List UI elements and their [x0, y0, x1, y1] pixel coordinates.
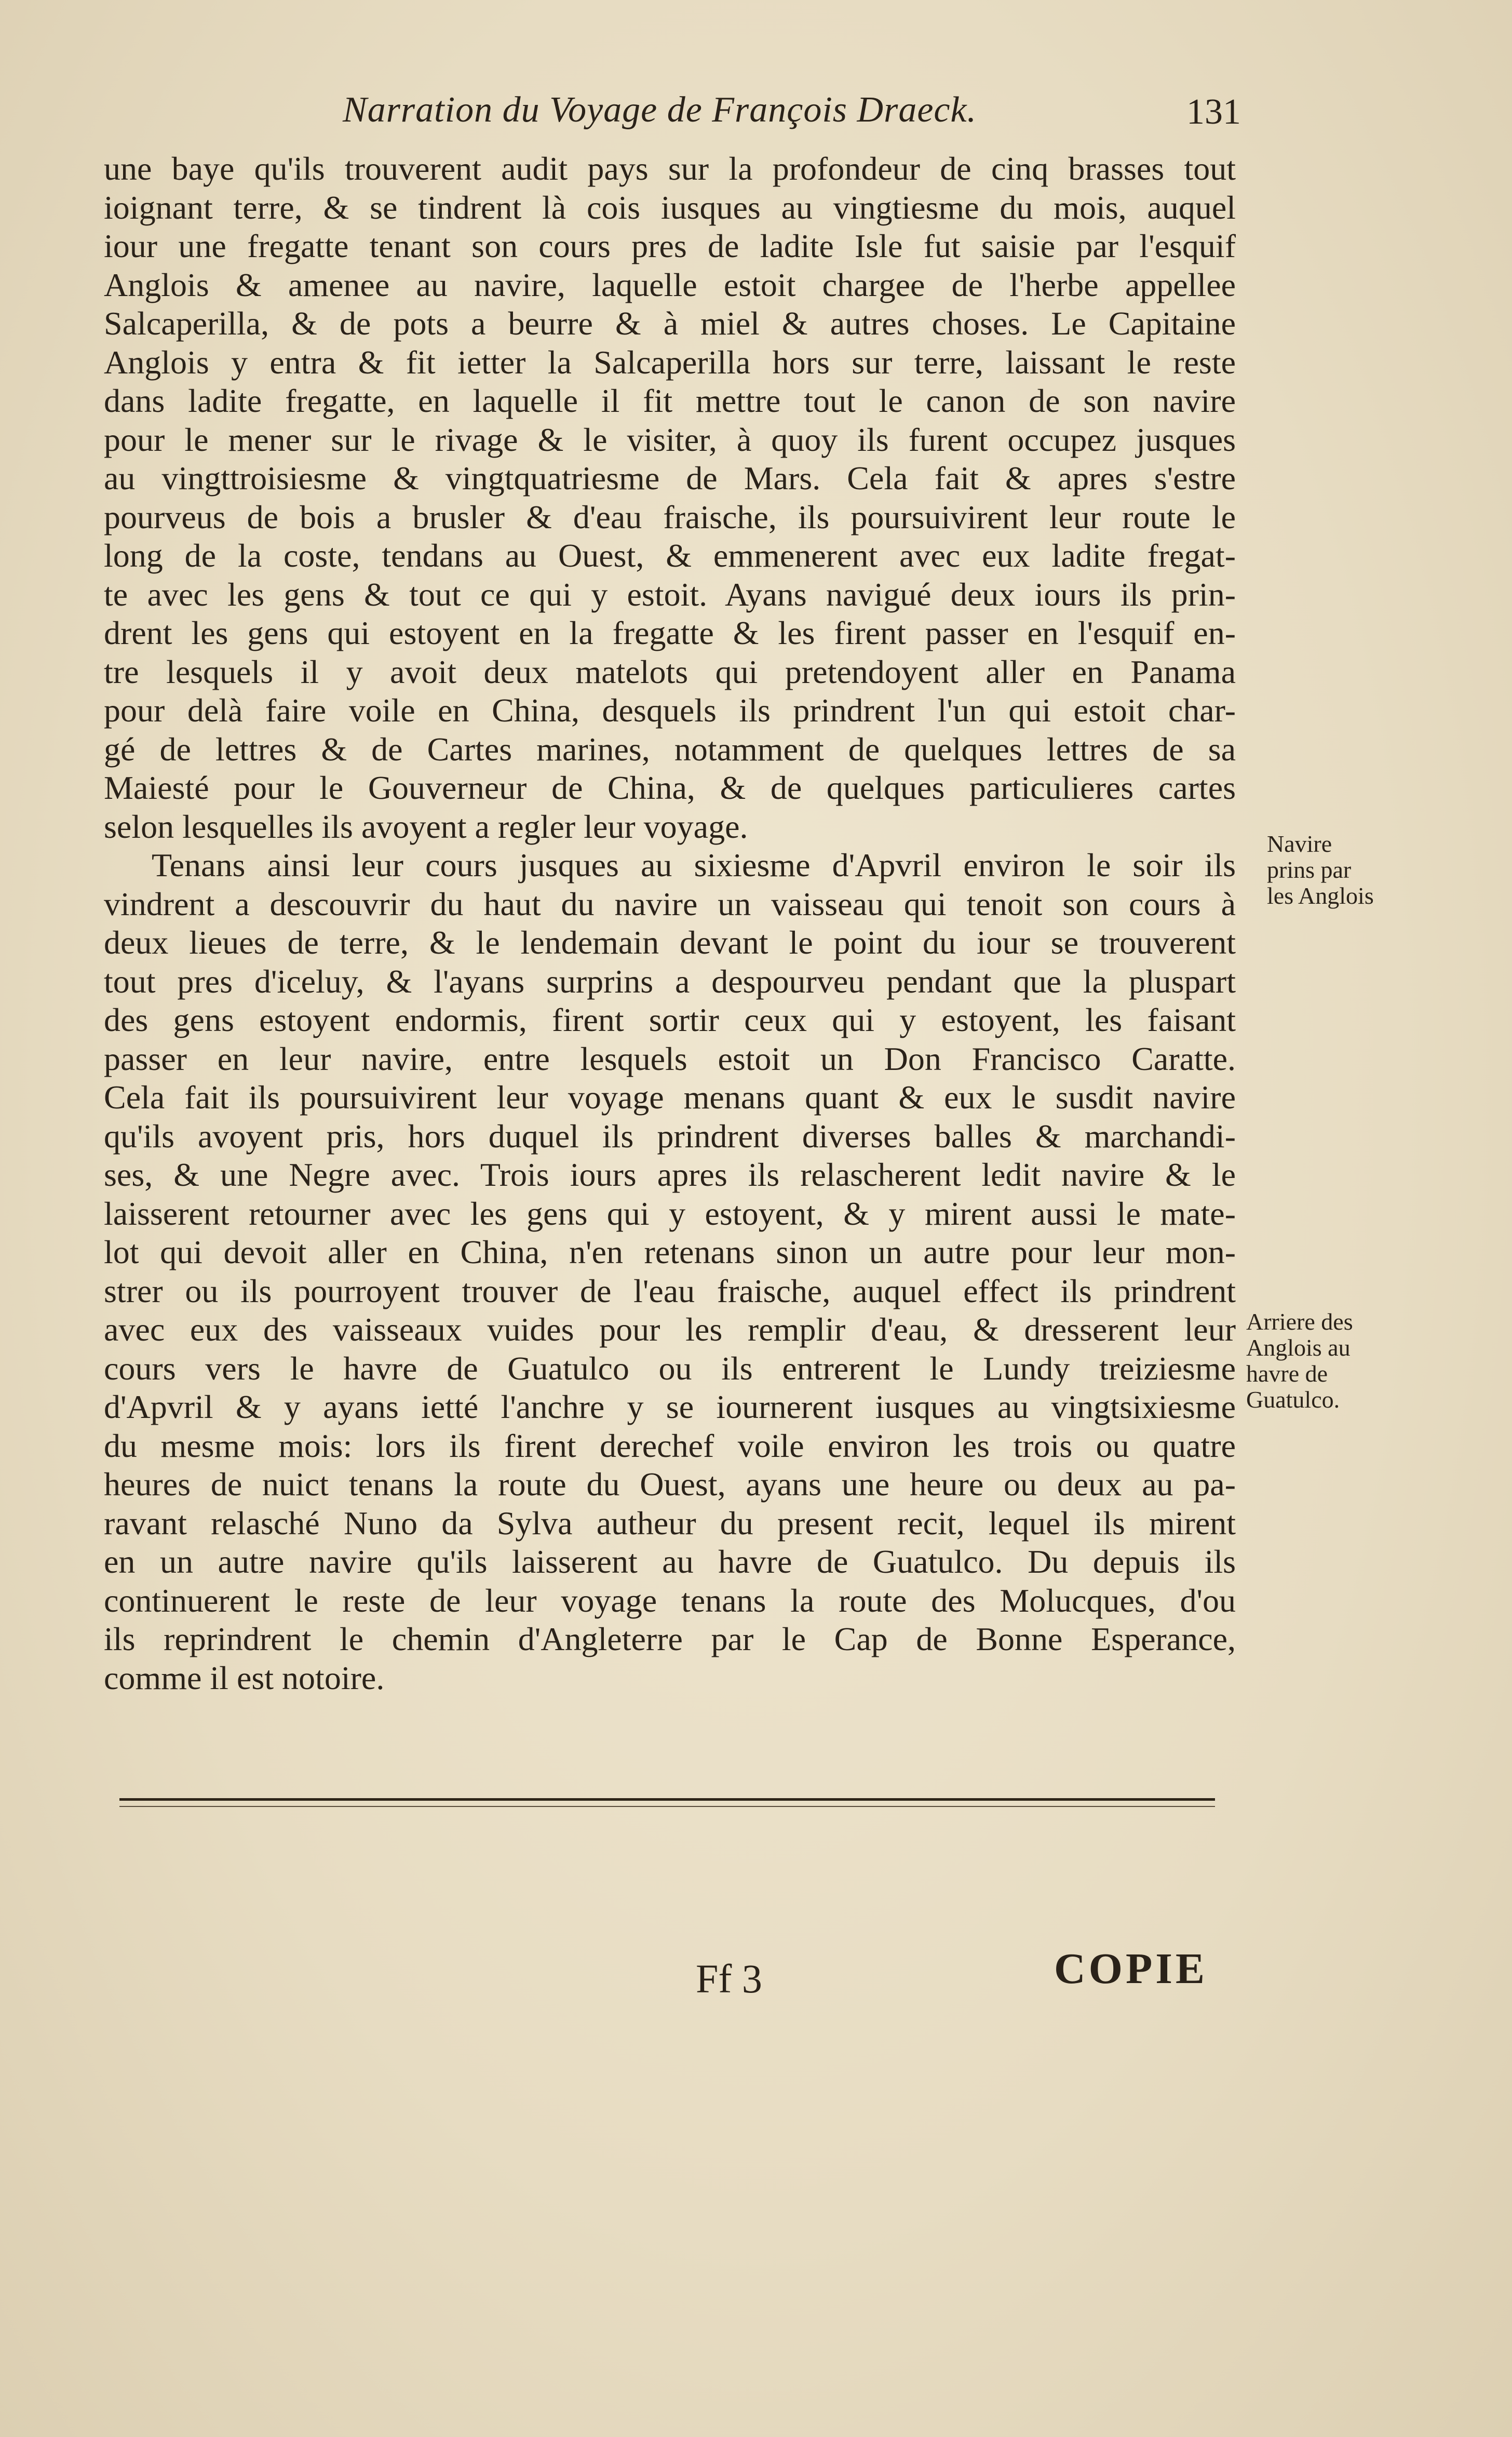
signature-mark: Ff 3 — [696, 1956, 762, 2001]
text-line: deux lieues de terre, & le lendemain devant le point du iour se trouverent — [104, 924, 1236, 961]
text-line: pourveus de bois a brusler & d'eau fraische, ils poursuivirent leur route le — [104, 498, 1236, 535]
text-line: laisserent retourner avec les gens qui y estoyent, & y mirent aussi le mate- — [104, 1195, 1236, 1232]
text-line: Anglois & amenee au navire, laquelle estoit chargee de l'herbe appellee — [104, 266, 1236, 303]
text-line: tre lesquels il y avoit deux matelots qui pretendoyent aller en Panama — [104, 653, 1236, 690]
marginal-note-line: Guatulco. — [1246, 1386, 1340, 1413]
body-text — [104, 150, 1236, 1697]
text-line: selon lesquelles ils avoyent a regler leur voyage. — [104, 808, 748, 845]
marginal-note-line: havre de — [1246, 1360, 1328, 1387]
text-line: comme il est notoire. — [104, 1659, 385, 1696]
marginal-note-line: Anglois au — [1246, 1334, 1351, 1361]
text-line: une baye qu'ils trouverent audit pays sur la profondeur de cinq brasses tout — [104, 150, 1236, 187]
text-line: continuerent le reste de leur voyage tenans la route des Molucques, d'ou — [104, 1582, 1236, 1619]
text-line: long de la coste, tendans au Ouest, & emmenerent avec eux ladite fregat- — [104, 537, 1236, 574]
text-line: Salcaperilla, & de pots a beurre & à miel & autres choses. Le Capitaine — [104, 305, 1236, 342]
running-title: Narration du Voyage de François Draeck. — [343, 90, 977, 130]
text-line: cours vers le havre de Guatulco ou ils entrerent le Lundy treiziesme — [104, 1349, 1236, 1387]
text-line: Maiesté pour le Gouverneur de China, & de quelques particulieres cartes — [104, 769, 1236, 806]
text-line: pour le mener sur le rivage & le visiter, à quoy ils furent occupez jusques — [104, 421, 1236, 458]
text-line: qu'ils avoyent pris, hors duquel ils prindrent diverses balles & marchandi- — [104, 1117, 1236, 1155]
catchword: COPIE — [1054, 1945, 1208, 1993]
text-line: tout pres d'iceluy, & l'ayans surprins a despourveu pendant que la pluspart — [104, 962, 1236, 1000]
text-line: des gens estoyent endormis, firent sortir ceux qui y estoyent, les faisant — [104, 1001, 1236, 1038]
text-line: heures de nuict tenans la route du Ouest, ayans une heure ou deux au pa- — [104, 1466, 1236, 1503]
marginal-note-guatulco — [1246, 1309, 1353, 1413]
text-line: vindrent a descouvrir du haut du navire un vaisseau qui tenoit son cours à — [104, 885, 1236, 922]
text-line: au vingttroisiesme & vingtquatriesme de Mars. Cela fait & apres s'estre — [104, 460, 1236, 497]
marginal-note-line: Navire — [1267, 831, 1332, 857]
text-line: te avec les gens & tout ce qui y estoit. Ayans navigué deux iours ils prin- — [104, 575, 1236, 613]
text-line: lot qui devoit aller en China, n'en retenans sinon un autre pour leur mon- — [104, 1234, 1236, 1270]
text-line: avec eux des vaisseaux vuides pour les remplir d'eau, & dresserent leur — [104, 1311, 1236, 1348]
text-line: ils reprindrent le chemin d'Angleterre par le Cap de Bonne Esperance, — [104, 1621, 1236, 1657]
text-line: strer ou ils pourroyent trouver de l'eau fraische, auquel effect ils prindrent — [104, 1272, 1236, 1309]
text-line: Tenans ainsi leur cours jusques au sixiesme d'Apvril environ le soir ils — [152, 847, 1236, 883]
text-line: gé de lettres & de Cartes marines, notamment de quelques lettres de sa — [104, 730, 1236, 768]
text-line: drent les gens qui estoyent en la fregatte & les firent passer en l'esquif en- — [104, 614, 1236, 651]
text-line: ses, & une Negre avec. Trois iours apres ils relascherent ledit navire & le — [104, 1156, 1236, 1193]
text-line: passer en leur navire, entre lesquels estoit un Don Francisco Caratte. — [104, 1040, 1236, 1077]
text-line: Cela fait ils poursuivirent leur voyage menans quant & eux le susdit navire — [104, 1079, 1236, 1116]
text-line: dans ladite fregatte, en laquelle il fit mettre tout le canon de son navire — [104, 382, 1236, 419]
text-line: en un autre navire qu'ils laisserent au havre de Guatulco. Du depuis ils — [104, 1543, 1236, 1580]
marginal-note-line: prins par — [1267, 856, 1352, 883]
horizontal-rule — [119, 1798, 1215, 1807]
marginal-note-line: Arriere des — [1246, 1308, 1353, 1335]
text-line: pour delà faire voile en China, desquels ils prindrent l'un qui estoit char- — [104, 692, 1236, 729]
text-line: Anglois y entra & fit ietter la Salcaperilla hors sur terre, laissant le reste — [104, 343, 1236, 381]
marginal-note-navire — [1267, 831, 1374, 909]
text-line: du mesme mois: lors ils firent derechef voile environ les trois ou quatre — [104, 1427, 1236, 1464]
text-line: ravant relasché Nuno da Sylva autheur du present recit, lequel ils mirent — [104, 1504, 1236, 1542]
text-line: ioignant terre, & se tindrent là cois iusques au vingtiesme du mois, auquel — [104, 189, 1236, 226]
text-line: d'Apvril & y ayans ietté l'anchre y se iournerent iusques au vingtsixiesme — [104, 1388, 1236, 1425]
text-line: iour une fregatte tenant son cours pres de ladite Isle fut saisie par l'esquif — [104, 227, 1236, 264]
page-number: 131 — [1186, 92, 1241, 132]
marginal-note-line: les Anglois — [1267, 882, 1374, 909]
